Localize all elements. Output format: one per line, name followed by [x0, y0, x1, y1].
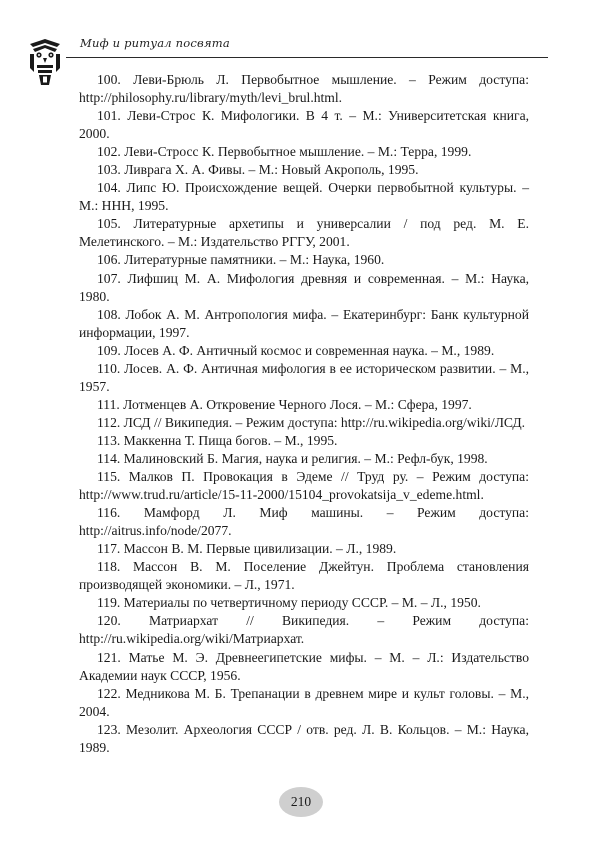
- running-title: Миф и ритуал посвята: [80, 36, 230, 50]
- bibliography-entry: 105. Литературные архетипы и универсалии / под ред. М. Е. Мелетинского. – М.: Издательство РГГУ, 2001.: [79, 216, 529, 250]
- bibliography-entry: 109. Лосев А. Ф. Античный космос и современная наука. – М., 1989.: [97, 342, 495, 358]
- bibliography-entry: 123. Мезолит. Археология СССР / отв. ред. Л. В. Кольцов. – М.: Наука, 1989.: [79, 721, 529, 755]
- bibliography-entry: 116. Мамфорд Л. Миф машины. – Режим доступа: http://aitrus.info/node/2077.: [79, 505, 529, 539]
- bibliography-entry: 120. Матриархат // Википедия. – Режим доступа: http://ru.wikipedia.org/wiki/Матриархат.: [79, 613, 529, 647]
- bibliography-entry: 117. Массон В. М. Первые цивилизации. – Л., 1989.: [97, 541, 397, 557]
- bibliography-entry: 106. Литературные памятники. – М.: Наука, 1960.: [97, 252, 385, 268]
- bibliography-entry: 113. Маккенна Т. Пища богов. – М., 1995.: [97, 432, 338, 448]
- bibliography-entry: 102. Леви-Стросс К. Первобытное мышление. – М.: Терра, 1999.: [97, 144, 472, 160]
- header-divider: [66, 57, 548, 58]
- bibliography-entry: 114. Малиновский Б. Магия, наука и религия. – М.: Рефл-бук, 1998.: [97, 450, 488, 466]
- bibliography-entry: 110. Лосев. А. Ф. Античная мифология в ее историческом развитии. – М., 1957.: [79, 360, 529, 394]
- bibliography-entry: 115. Малков П. Провокация в Эдеме // Труд ру. – Режим доступа: http://www.trud.ru/article/15-11-2000/15104_provokatsija_v_edeme.html.: [79, 469, 529, 503]
- bibliography-entry: 108. Лобок А. М. Антропология мифа. – Екатеринбург: Банк культурной информации, 1997.: [79, 306, 529, 340]
- bibliography-entry: 104. Липс Ю. Происхождение вещей. Очерки первобытной культуры. – М.: ННН, 1995.: [79, 180, 529, 214]
- bibliography-entry: 111. Лотменцев А. Откровение Черного Лося. – М.: Сфера, 1997.: [97, 396, 472, 412]
- bibliography-entry: 101. Леви-Строс К. Мифологики. В 4 т. – М.: Университетская книга, 2000.: [79, 108, 529, 142]
- bibliography-entry: 119. Материалы по четвертичному периоду СССР. – М. – Л., 1950.: [97, 595, 481, 611]
- page-number: 210: [279, 787, 323, 817]
- page-header: [0, 0, 600, 70]
- bibliography-entry: 121. Матье М. Э. Древнеегипетские мифы. – М. – Л.: Издательство Академии наук СССР, 1956.: [79, 649, 529, 683]
- bibliography-list: [79, 71, 529, 757]
- bibliography-entry: 103. Ливрага Х. А. Фивы. – М.: Новый Акрополь, 1995.: [97, 162, 419, 178]
- bibliography-entry: 118. Массон В. М. Поселение Джейтун. Проблема становления производящей экономики. – Л., 1971.: [79, 559, 529, 593]
- bibliography-entry: 112. ЛСД // Википедия. – Режим доступа: http://ru.wikipedia.org/wiki/ЛСД.: [97, 414, 525, 430]
- stylized-bird-icon: [26, 38, 64, 86]
- bibliography-entry: 107. Лифшиц М. А. Мифология древняя и современная. – М.: Наука, 1980.: [79, 270, 529, 304]
- bibliography-entry: 100. Леви-Брюль Л. Первобытное мышление. – Режим доступа: http://philosophy.ru/library/myth/levi_brul.html.: [79, 72, 529, 106]
- bibliography-entry: 122. Медникова М. Б. Трепанации в древнем мире и культ головы. – М., 2004.: [79, 685, 529, 719]
